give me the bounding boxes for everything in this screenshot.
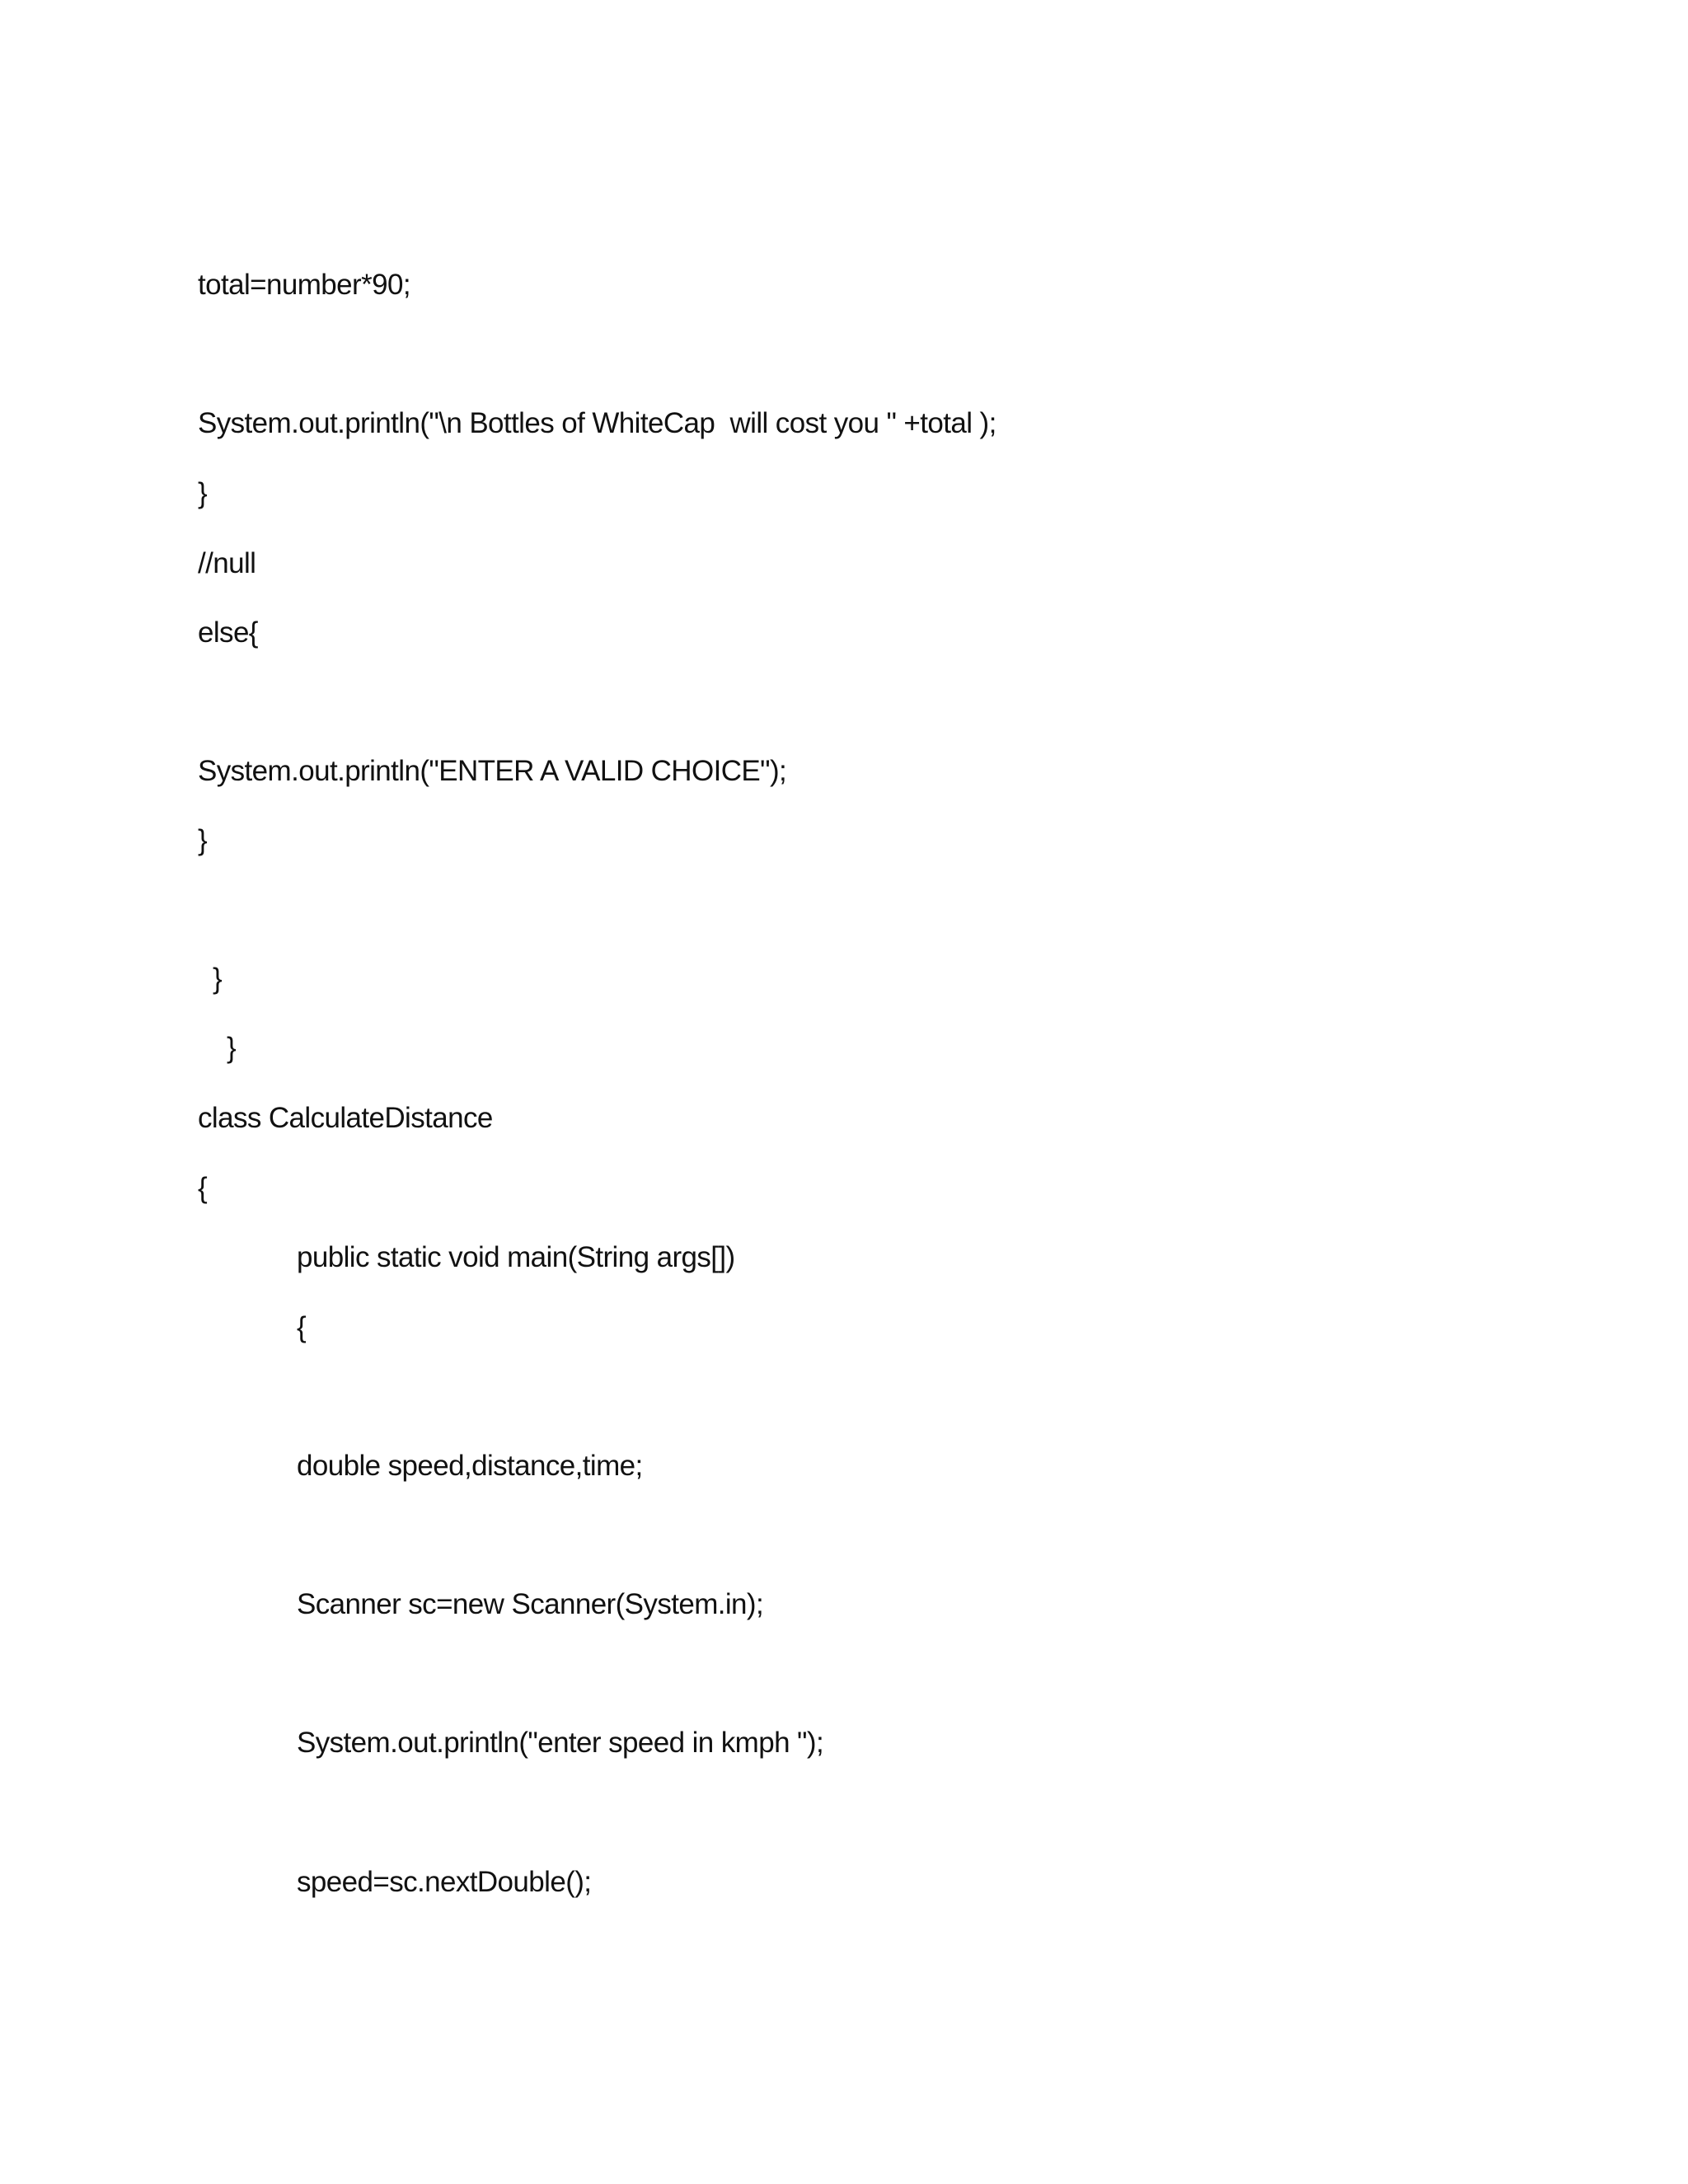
- code-line-declare-variables: double speed,distance,time;: [297, 1450, 643, 1482]
- code-line-close-brace: }: [213, 963, 223, 995]
- code-line-scanner: Scanner sc=new Scanner(System.in);: [297, 1588, 764, 1620]
- code-line-open-brace: {: [198, 1172, 208, 1204]
- code-line-read-speed: speed=sc.nextDouble();: [297, 1866, 592, 1898]
- code-line-println-whitecap: System.out.println("\n Bottles of WhiteCap will cost you " +total );: [198, 407, 996, 439]
- code-line-comment-null: //null: [198, 547, 256, 579]
- code-line-main-method: public static void main(String args[]): [297, 1241, 735, 1273]
- code-line-close-brace: }: [198, 477, 208, 509]
- code-line-close-brace: }: [198, 824, 208, 856]
- code-line-println-invalid: System.out.println("ENTER A VALID CHOICE");: [198, 755, 787, 787]
- code-line-class-declaration: class CalculateDistance: [198, 1102, 493, 1134]
- code-line-else: else{: [198, 616, 258, 649]
- code-line-total-assign: total=number*90;: [198, 269, 410, 301]
- code-line-close-brace: }: [227, 1032, 237, 1064]
- code-line-println-speed: System.out.println("enter speed in kmph ");: [297, 1727, 824, 1759]
- code-line-open-brace: {: [297, 1311, 307, 1343]
